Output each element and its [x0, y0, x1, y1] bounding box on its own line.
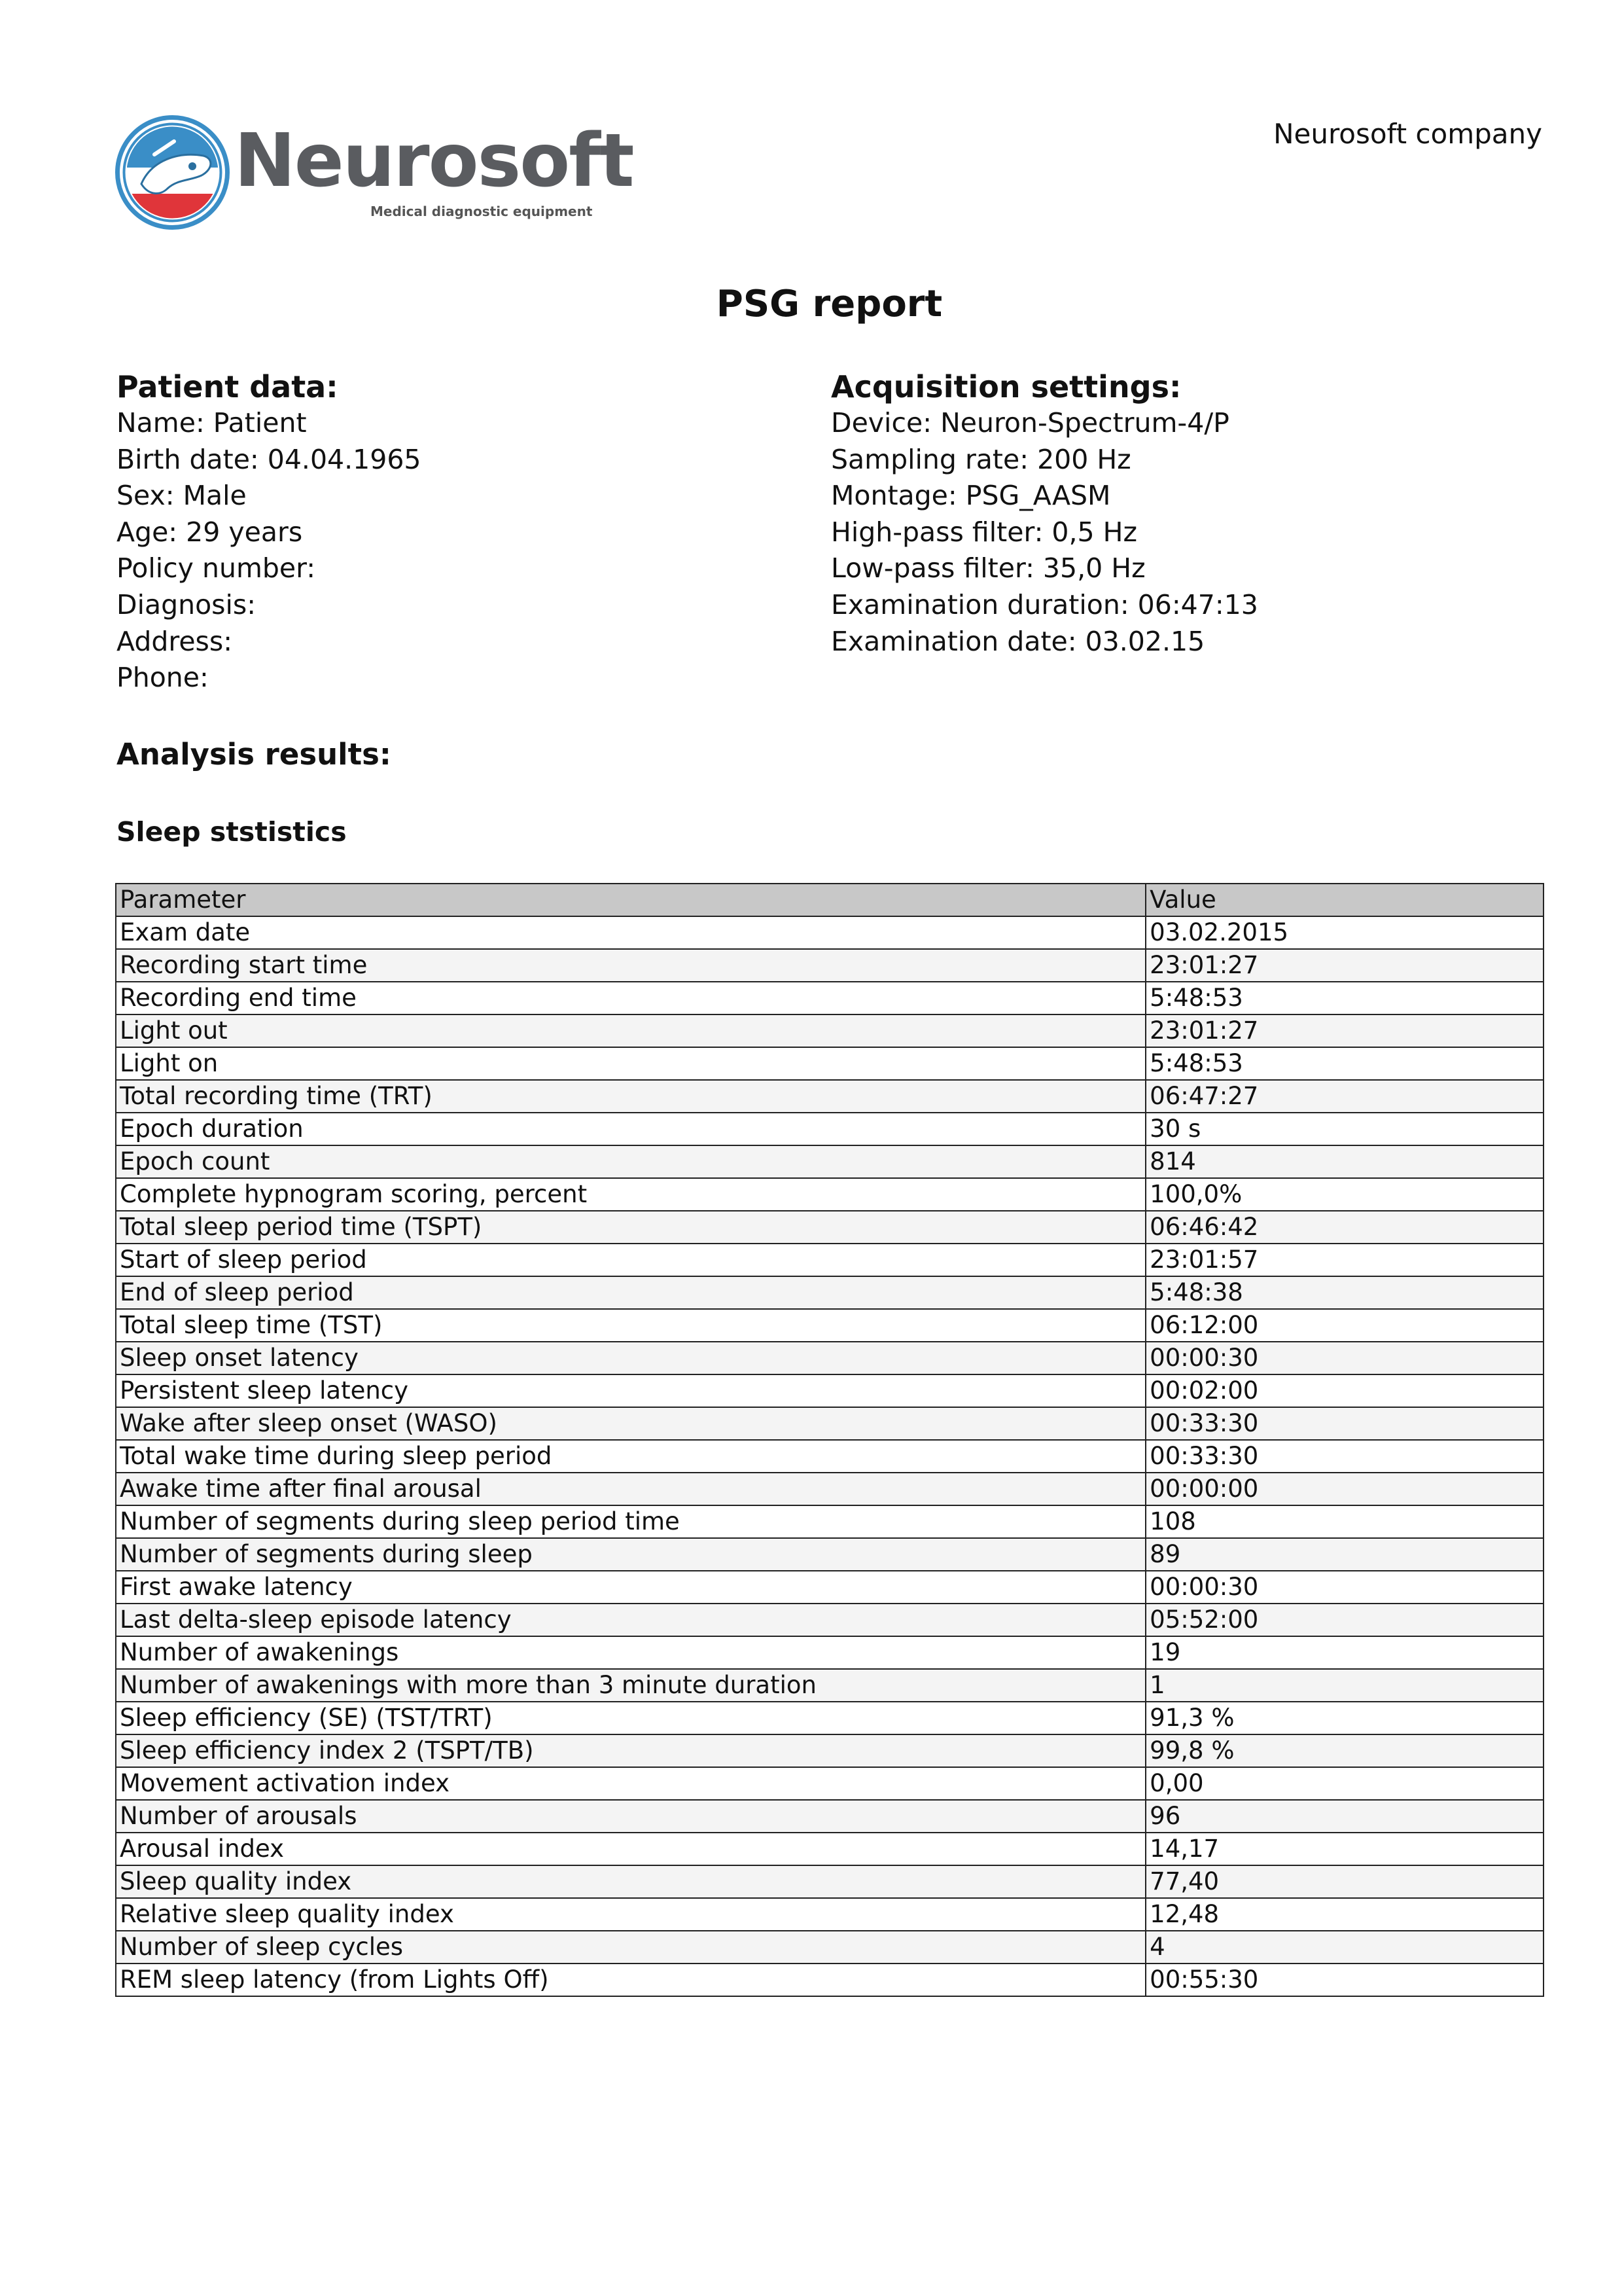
row-parameter-cell: Number of segments during sleep — [116, 1538, 1146, 1571]
table-body — [116, 916, 1544, 1996]
row-parameter-cell: Number of sleep cycles — [116, 1931, 1146, 1964]
row-value-cell: 5:48:53 — [1146, 982, 1544, 1014]
row-parameter-cell: Epoch duration — [116, 1113, 1146, 1145]
table-row — [116, 1440, 1544, 1473]
row-parameter-cell: Start of sleep period — [116, 1244, 1146, 1276]
row-parameter-cell: Recording end time — [116, 982, 1146, 1014]
row-value-cell: 99,8 % — [1146, 1734, 1544, 1767]
table-row — [116, 1865, 1544, 1898]
table-row — [116, 1374, 1544, 1407]
row-value-cell: 00:02:00 — [1146, 1374, 1544, 1407]
table-row — [116, 949, 1544, 982]
table-row — [116, 1014, 1544, 1047]
row-parameter-cell: Movement activation index — [116, 1767, 1146, 1800]
row-parameter-cell: Wake after sleep onset (WASO) — [116, 1407, 1146, 1440]
patient-phone: Phone: — [116, 662, 209, 694]
row-value-cell: 12,48 — [1146, 1898, 1544, 1931]
table-row — [116, 1931, 1544, 1964]
row-parameter-cell: Light on — [116, 1047, 1146, 1080]
row-parameter-cell: Sleep efficiency (SE) (TST/TRT) — [116, 1702, 1146, 1734]
patient-sex: Sex: Male — [116, 480, 247, 512]
table-row — [116, 1767, 1544, 1800]
row-parameter-cell: Exam date — [116, 916, 1146, 949]
table-row — [116, 1571, 1544, 1604]
table-row — [116, 1276, 1544, 1309]
sleep-statistics-heading: Sleep ststistics — [116, 816, 347, 848]
report-title: PSG report — [716, 283, 943, 325]
row-parameter-cell: Epoch count — [116, 1145, 1146, 1178]
row-parameter-cell: Number of segments during sleep period time — [116, 1505, 1146, 1538]
patient-name: Name: Patient — [116, 407, 307, 439]
acq-sampling-rate: Sampling rate: 200 Hz — [831, 443, 1131, 475]
row-value-cell: 00:00:30 — [1146, 1342, 1544, 1374]
table-row — [116, 1047, 1544, 1080]
acq-exam-date: Examination date: 03.02.15 — [831, 625, 1205, 657]
table-row — [116, 1702, 1544, 1734]
table-row — [116, 1604, 1544, 1636]
row-parameter-cell: Sleep onset latency — [116, 1342, 1146, 1374]
sleep-statistics-table — [115, 883, 1544, 1997]
patient-policy-number: Policy number: — [116, 552, 316, 584]
table-header-row — [116, 884, 1544, 916]
table-row — [116, 1309, 1544, 1342]
table-row — [116, 1473, 1544, 1505]
row-value-cell: 91,3 % — [1146, 1702, 1544, 1734]
table-row — [116, 1964, 1544, 1996]
row-parameter-cell: Relative sleep quality index — [116, 1898, 1146, 1931]
row-parameter-cell: Light out — [116, 1014, 1146, 1047]
row-parameter-cell: First awake latency — [116, 1571, 1146, 1604]
logo-wordmark: Neurosoft — [234, 118, 633, 204]
table-row — [116, 1669, 1544, 1702]
row-parameter-cell: Total recording time (TRT) — [116, 1080, 1146, 1113]
row-value-cell: 0,00 — [1146, 1767, 1544, 1800]
table-row — [116, 916, 1544, 949]
row-value-cell: 06:12:00 — [1146, 1309, 1544, 1342]
table-row — [116, 1734, 1544, 1767]
acq-low-pass-filter: Low-pass filter: 35,0 Hz — [831, 552, 1146, 584]
row-value-cell: 23:01:57 — [1146, 1244, 1544, 1276]
row-parameter-cell: Total sleep time (TST) — [116, 1309, 1146, 1342]
row-value-cell: 89 — [1146, 1538, 1544, 1571]
table-row — [116, 1178, 1544, 1211]
row-value-cell: 5:48:38 — [1146, 1276, 1544, 1309]
row-parameter-cell: Complete hypnogram scoring, percent — [116, 1178, 1146, 1211]
row-parameter-cell: End of sleep period — [116, 1276, 1146, 1309]
column-header-parameter: Parameter — [116, 884, 1146, 916]
patient-data-block — [116, 368, 421, 696]
table-row — [116, 1080, 1544, 1113]
table-row — [116, 1211, 1544, 1244]
row-parameter-cell: Number of awakenings with more than 3 minute duration — [116, 1669, 1146, 1702]
row-parameter-cell: REM sleep latency (from Lights Off) — [116, 1964, 1146, 1996]
row-value-cell: 03.02.2015 — [1146, 916, 1544, 949]
row-value-cell: 00:55:30 — [1146, 1964, 1544, 1996]
row-value-cell: 06:47:27 — [1146, 1080, 1544, 1113]
row-value-cell: 100,0% — [1146, 1178, 1544, 1211]
row-value-cell: 96 — [1146, 1800, 1544, 1833]
row-parameter-cell: Sleep quality index — [116, 1865, 1146, 1898]
row-value-cell: 23:01:27 — [1146, 949, 1544, 982]
table-row — [116, 1407, 1544, 1440]
table-row — [116, 1113, 1544, 1145]
neurosoft-emblem-icon — [115, 115, 230, 230]
table-row — [116, 1244, 1544, 1276]
row-parameter-cell: Total wake time during sleep period — [116, 1440, 1146, 1473]
row-parameter-cell: Awake time after final arousal — [116, 1473, 1146, 1505]
table-row — [116, 1800, 1544, 1833]
table-row — [116, 982, 1544, 1014]
table-row — [116, 1538, 1544, 1571]
row-value-cell: 5:48:53 — [1146, 1047, 1544, 1080]
patient-address: Address: — [116, 625, 233, 657]
row-parameter-cell: Last delta-sleep episode latency — [116, 1604, 1146, 1636]
table-row — [116, 1898, 1544, 1931]
row-value-cell: 30 s — [1146, 1113, 1544, 1145]
acq-device: Device: Neuron-Spectrum-4/P — [831, 407, 1229, 439]
column-header-value: Value — [1146, 884, 1544, 916]
row-value-cell: 23:01:27 — [1146, 1014, 1544, 1047]
patient-diagnosis: Diagnosis: — [116, 588, 256, 620]
acq-high-pass-filter: High-pass filter: 0,5 Hz — [831, 516, 1138, 548]
row-parameter-cell: Recording start time — [116, 949, 1146, 982]
row-value-cell: 19 — [1146, 1636, 1544, 1669]
acq-montage: Montage: PSG_AASM — [831, 480, 1111, 512]
table-row — [116, 1833, 1544, 1865]
row-parameter-cell: Sleep efficiency index 2 (TSPT/TB) — [116, 1734, 1146, 1767]
patient-data-heading: Patient data: — [116, 369, 338, 404]
neurosoft-logo — [115, 115, 633, 230]
table-row — [116, 1505, 1544, 1538]
table-row — [116, 1145, 1544, 1178]
row-value-cell: 77,40 — [1146, 1865, 1544, 1898]
acquisition-settings-block — [831, 368, 1258, 660]
row-value-cell: 00:33:30 — [1146, 1407, 1544, 1440]
acquisition-settings-heading: Acquisition settings: — [831, 369, 1182, 404]
patient-age: Age: 29 years — [116, 516, 303, 548]
logo-tagline: Medical diagnostic equipment — [370, 204, 593, 219]
row-value-cell: 00:00:30 — [1146, 1571, 1544, 1604]
row-parameter-cell: Number of arousals — [116, 1800, 1146, 1833]
row-parameter-cell: Total sleep period time (TSPT) — [116, 1211, 1146, 1244]
row-parameter-cell: Arousal index — [116, 1833, 1146, 1865]
row-value-cell: 00:00:00 — [1146, 1473, 1544, 1505]
table-row — [116, 1636, 1544, 1669]
acq-exam-duration: Examination duration: 06:47:13 — [831, 588, 1258, 620]
row-value-cell: 814 — [1146, 1145, 1544, 1178]
row-value-cell: 06:46:42 — [1146, 1211, 1544, 1244]
patient-birth-date: Birth date: 04.04.1965 — [116, 443, 421, 475]
row-value-cell: 4 — [1146, 1931, 1544, 1964]
company-name: Neurosoft company — [1273, 118, 1542, 150]
row-value-cell: 108 — [1146, 1505, 1544, 1538]
row-parameter-cell: Persistent sleep latency — [116, 1374, 1146, 1407]
row-value-cell: 05:52:00 — [1146, 1604, 1544, 1636]
row-value-cell: 1 — [1146, 1669, 1544, 1702]
row-parameter-cell: Number of awakenings — [116, 1636, 1146, 1669]
row-value-cell: 14,17 — [1146, 1833, 1544, 1865]
row-value-cell: 00:33:30 — [1146, 1440, 1544, 1473]
analysis-results-heading: Analysis results: — [116, 737, 391, 772]
table-row — [116, 1342, 1544, 1374]
